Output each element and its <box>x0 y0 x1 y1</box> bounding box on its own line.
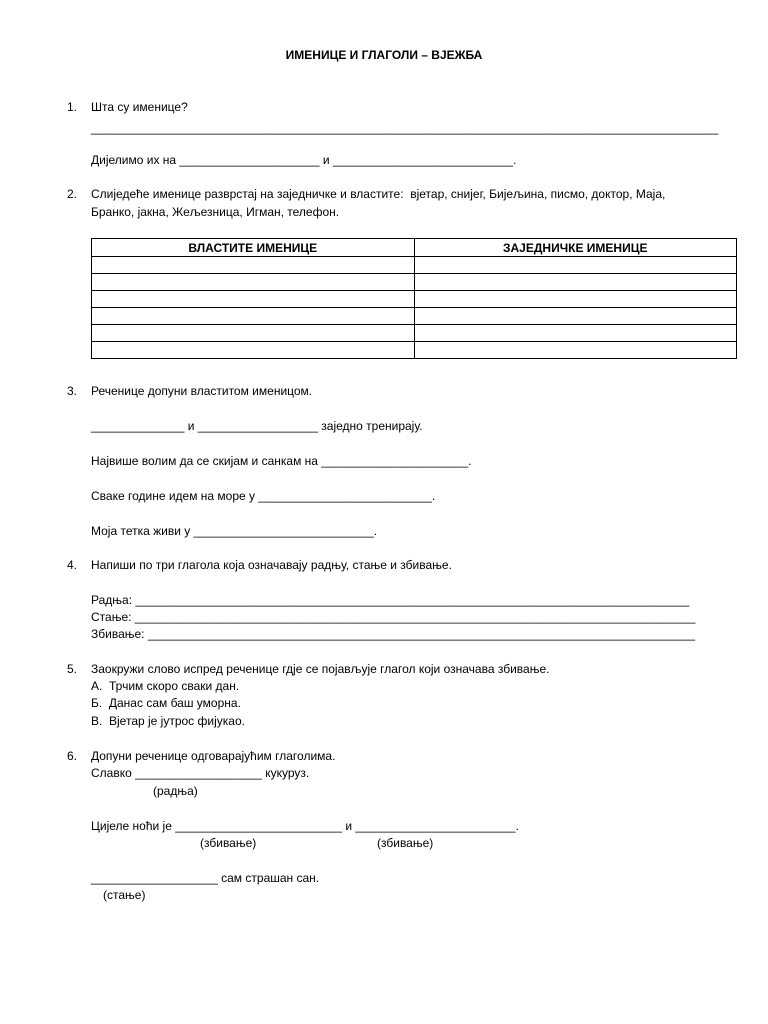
q3-sentence-2: Највише волим да се скијам и санкам на ______________________. <box>91 454 472 468</box>
q6-hint-event-1: (збивање) <box>200 836 257 850</box>
worksheet-title: ИМЕНИЦЕ И ГЛАГОЛИ – ВЈЕЖБА <box>285 48 483 62</box>
q6-hint-action: (радња) <box>153 784 198 798</box>
q3-question: Реченице допуни властитом именицом. <box>91 384 313 398</box>
q2-question-line1: Слиједеће именице разврстај на заједничке и властите: вјетар, снијег, Бијељина, писмо, доктор, Маја, <box>91 187 666 201</box>
q4-event-line: Збивање: __________________________________________________________________________________ <box>91 627 696 641</box>
q1-number: 1. <box>67 100 78 114</box>
common-nouns-header: ЗАЈЕДНИЧКЕ ИМЕНИЦЕ <box>414 239 737 257</box>
q6-question: Допуни реченице одговарајућим глаголима. <box>91 749 336 763</box>
noun-sorting-table <box>91 238 737 359</box>
common-noun-cell[interactable] <box>414 308 737 325</box>
proper-noun-cell[interactable] <box>92 274 415 291</box>
q5-option-b[interactable]: Б. Данас сам баш уморна. <box>91 696 241 710</box>
q6-sentence-3: ___________________ сам страшан сан. <box>91 871 320 885</box>
common-noun-cell[interactable] <box>414 274 737 291</box>
q3-sentence-4: Моја тетка живи у ___________________________. <box>91 524 378 538</box>
q3-number: 3. <box>67 384 78 398</box>
table-row <box>92 291 737 308</box>
q4-number: 4. <box>67 558 78 572</box>
q1-answer-line: ______________________________________________________________________________________________ <box>91 121 719 135</box>
q6-hint-event-2: (збивање) <box>377 836 434 850</box>
q6-sentence-2: Цијеле ноћи је _________________________ и ________________________. <box>91 819 519 833</box>
q5-option-c[interactable]: В. Вјетар је јутрос фијукао. <box>91 714 245 728</box>
proper-noun-cell[interactable] <box>92 342 415 359</box>
q2-question-line2: Бранко, јакна, Жељезница, Игман, телефон. <box>91 205 340 219</box>
q5-number: 5. <box>67 662 78 676</box>
table-row <box>92 274 737 291</box>
common-noun-cell[interactable] <box>414 257 737 274</box>
q6-hint-state: (стање) <box>103 888 146 902</box>
proper-noun-cell[interactable] <box>92 308 415 325</box>
q6-sentence-1: Славко ___________________ кукуруз. <box>91 766 310 780</box>
q4-state-line: Стање: ____________________________________________________________________________________ <box>91 610 696 624</box>
q6-number: 6. <box>67 749 78 763</box>
table-row <box>92 342 737 359</box>
common-noun-cell[interactable] <box>414 342 737 359</box>
q3-sentence-1: ______________ и __________________ заједно тренирају. <box>91 419 423 433</box>
proper-nouns-header: ВЛАСТИТЕ ИМЕНИЦЕ <box>92 239 415 257</box>
q2-number: 2. <box>67 187 78 201</box>
proper-noun-cell[interactable] <box>92 325 415 342</box>
q4-action-line: Радња: ___________________________________________________________________________________ <box>91 593 690 607</box>
common-noun-cell[interactable] <box>414 291 737 308</box>
q5-question: Заокружи слово испред реченице гдје се појављује глагол који означава збивање. <box>91 662 550 676</box>
q1-sentence: Дијелимо их на _____________________ и ___________________________. <box>91 153 517 167</box>
proper-noun-cell[interactable] <box>92 257 415 274</box>
table-row <box>92 257 737 274</box>
table-row <box>92 308 737 325</box>
proper-noun-cell[interactable] <box>92 291 415 308</box>
q1-question: Шта су именице? <box>91 100 188 114</box>
q4-question: Напиши по три глагола која означавају радњу, стање и збивање. <box>91 558 452 572</box>
q5-option-a[interactable]: А. Трчим скоро сваки дан. <box>91 679 240 693</box>
q3-sentence-3: Сваке године идем на море у __________________________. <box>91 489 436 503</box>
common-noun-cell[interactable] <box>414 325 737 342</box>
table-row <box>92 325 737 342</box>
